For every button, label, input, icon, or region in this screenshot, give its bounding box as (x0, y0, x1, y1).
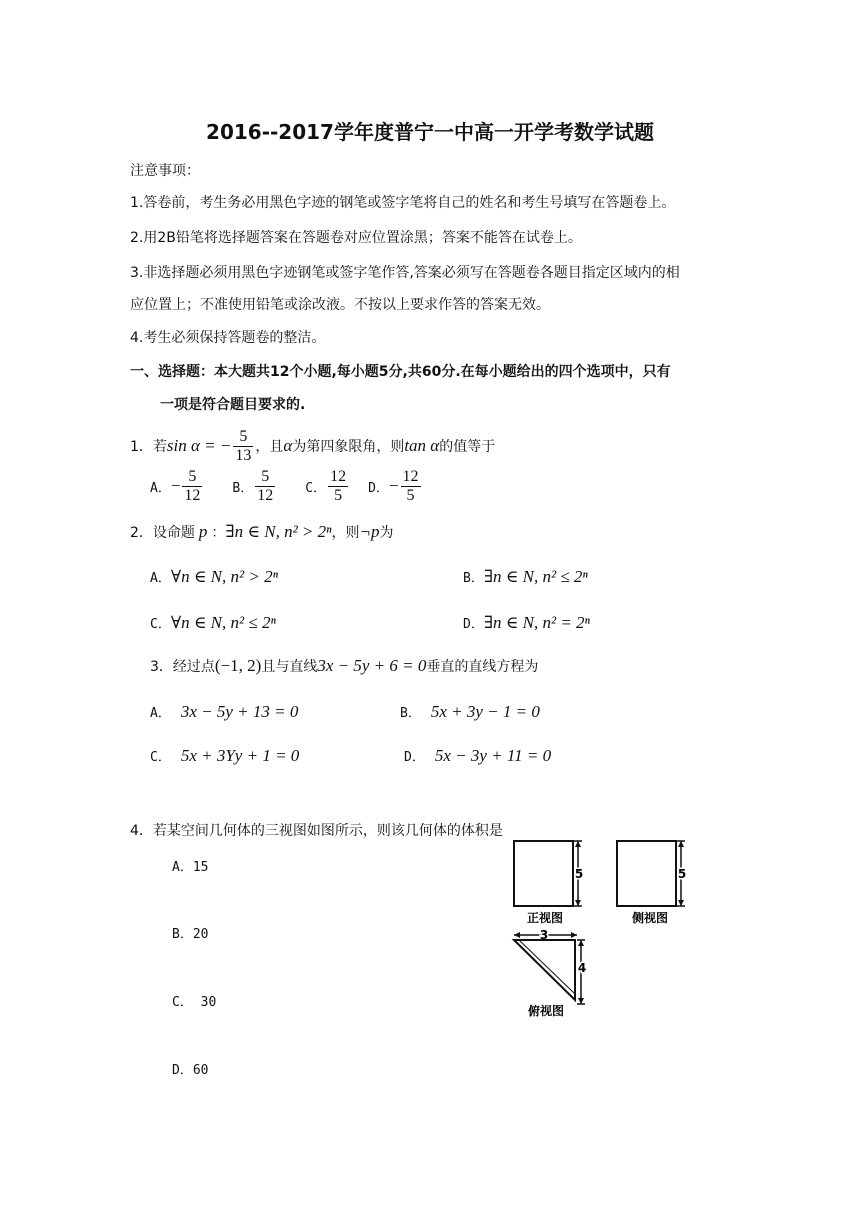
q1-option-d-den: 5 (406, 486, 415, 504)
note-item-3b: 应位置上；不准使用铅笔或涂改液。不按以上要求作答的答案无效。 (130, 297, 550, 313)
q3-option-b-expr: 5x + 3y − 1 = 0 (430, 702, 540, 721)
three-view-figure (505, 834, 705, 1020)
q2-option-a-label: A． (150, 571, 171, 586)
q2-option-a (150, 567, 278, 587)
q2-option-c (150, 613, 276, 633)
side-height-label: 5 (677, 867, 687, 881)
question-4-stem: 4．若某空间几何体的三视图如图所示，则该几何体的体积是 (130, 823, 503, 839)
q1-option-c-num: 12 (330, 467, 347, 485)
q4-option-a-value: 15 (192, 860, 209, 875)
q4-option-a-label: A． (172, 860, 193, 875)
note-item-4: 4.考生必须保持答题卷的整洁。 (130, 330, 326, 346)
question-1-options (150, 466, 423, 506)
q1-tan: tan α (404, 436, 440, 455)
q3-prefix: 3．经过点 (150, 659, 215, 675)
q2-option-b-label: B． (463, 571, 484, 586)
section1-line1: 一、选择题：本大题共12个小题,每小题5分,共60分.在每小题给出的四个选项中，只有 (130, 364, 671, 380)
q1-frac-num: 5 (233, 428, 253, 447)
q3-suffix: 垂直的直线方程为 (426, 659, 539, 675)
q1-fraction (233, 428, 253, 465)
note-item-1: 1.答卷前，考生务必用黑色字迹的钢笔或签字笔将自己的姓名和考生号填写在答题卷上。 (130, 195, 676, 211)
q3-option-a-label: A． (150, 706, 171, 721)
q1-suffix: 的值等于 (439, 439, 496, 455)
q3-option-c (150, 746, 299, 766)
q2-negp: ¬p (359, 522, 380, 541)
q1-sin-expr: sin α = − (166, 436, 232, 455)
q3-point: (−1, 2) (214, 656, 262, 675)
q2-p: p (198, 522, 208, 541)
q1-frac-den: 13 (235, 446, 252, 464)
q2-suffix: 为 (379, 525, 394, 541)
q1-option-b-num: 5 (255, 468, 275, 487)
q3-option-b (400, 702, 540, 722)
q4-option-d (172, 1059, 208, 1078)
q1-option-b-den: 12 (257, 486, 274, 504)
question-2-stem (130, 522, 393, 542)
q4-option-c-value: 30 (192, 995, 217, 1010)
q1-option-d-num: 12 (402, 467, 419, 485)
q1-option-a-num: 5 (182, 468, 202, 487)
q2-option-b (463, 567, 588, 587)
front-view-label: 正视图 (526, 911, 564, 925)
q3-option-a (150, 702, 298, 722)
q4-option-b-value: 20 (192, 927, 209, 942)
front-view-square (514, 841, 573, 906)
q1-option-a-den: 12 (184, 486, 201, 504)
q2-colon: ： (211, 525, 226, 541)
front-height-label: 5 (574, 867, 584, 881)
q2-expr: ∃n ∈ N, n² > 2ⁿ (225, 522, 332, 541)
q2-option-c-expr: ∀n ∈ N, n² ≤ 2ⁿ (170, 613, 276, 632)
side-view-square (617, 841, 676, 906)
question-3-stem (150, 656, 538, 676)
q4-option-d-label: D． (172, 1063, 193, 1078)
q1-mid2: 为第四象限角，则 (292, 439, 405, 455)
q3-option-d (404, 746, 551, 766)
top-width-label: 3 (539, 928, 549, 942)
page-title: 2016--2017学年度普宁一中高一开学考数学试题 (206, 120, 654, 144)
q2-option-d (463, 613, 590, 633)
q1-option-b-label: B． (232, 480, 254, 496)
q1-option-c-den: 5 (334, 486, 343, 504)
top-view-triangle (514, 940, 575, 1000)
top-view-label: 俯视图 (527, 1004, 565, 1018)
q3-option-d-label: D． (404, 750, 425, 765)
side-view-label: 侧视图 (631, 911, 669, 925)
q3-option-c-expr: 5x + 3Yy + 1 = 0 (180, 746, 300, 765)
question-1-stem (130, 426, 495, 466)
q1-prefix: 1．若 (130, 439, 167, 455)
q3-line: 3x − 5y + 6 = 0 (317, 656, 427, 675)
q4-option-b (172, 923, 208, 942)
q3-option-c-label: C． (150, 750, 171, 765)
q3-mid: 且与直线 (261, 659, 318, 675)
q2-mid: ，则 (331, 525, 360, 541)
q4-option-d-value: 60 (192, 1063, 209, 1078)
q4-option-c-label: C． (172, 995, 193, 1010)
note-item-2: 2.用2B铅笔将选择题答案在答题卷对应位置涂黑；答案不能答在试卷上。 (130, 230, 582, 246)
q4-option-a (172, 856, 208, 875)
q2-option-a-expr: ∀n ∈ N, n² > 2ⁿ (170, 567, 278, 586)
q1-option-d-frac (401, 468, 421, 505)
q1-option-a-frac (182, 468, 202, 505)
q1-option-b-frac (255, 468, 275, 505)
q2-prefix: 2．设命题 (130, 525, 195, 541)
section1-line2: 一项是符合题目要求的. (160, 397, 306, 413)
top-depth-label: 4 (577, 961, 587, 975)
q1-option-a-sign: − (170, 476, 181, 495)
q1-option-a-label: A． (150, 480, 171, 496)
q3-option-b-label: B． (400, 706, 421, 721)
q2-option-d-expr: ∃n ∈ N, n² = 2ⁿ (483, 613, 590, 632)
q2-option-c-label: C． (150, 617, 171, 632)
q2-option-b-expr: ∃n ∈ N, n² ≤ 2ⁿ (483, 567, 588, 586)
note-item-3a: 3.非选择题必须用黑色字迹钢笔或签字笔作答,答案必须写在答题卷各题目指定区域内的相 (130, 265, 680, 281)
q1-option-d-label: D． (368, 480, 389, 496)
q1-alpha: α (283, 436, 293, 455)
q1-option-c-frac (328, 468, 348, 505)
q2-option-d-label: D． (463, 617, 484, 632)
q1-option-d-sign: − (388, 476, 399, 495)
q1-option-c-label: C． (305, 480, 327, 496)
notes-heading: 注意事项： (130, 163, 200, 179)
q4-option-c (172, 991, 216, 1010)
q1-mid: ，且 (255, 439, 284, 455)
q3-option-d-expr: 5x − 3y + 11 = 0 (434, 746, 552, 765)
q3-option-a-expr: 3x − 5y + 13 = 0 (180, 702, 299, 721)
q4-option-b-label: B． (172, 927, 193, 942)
